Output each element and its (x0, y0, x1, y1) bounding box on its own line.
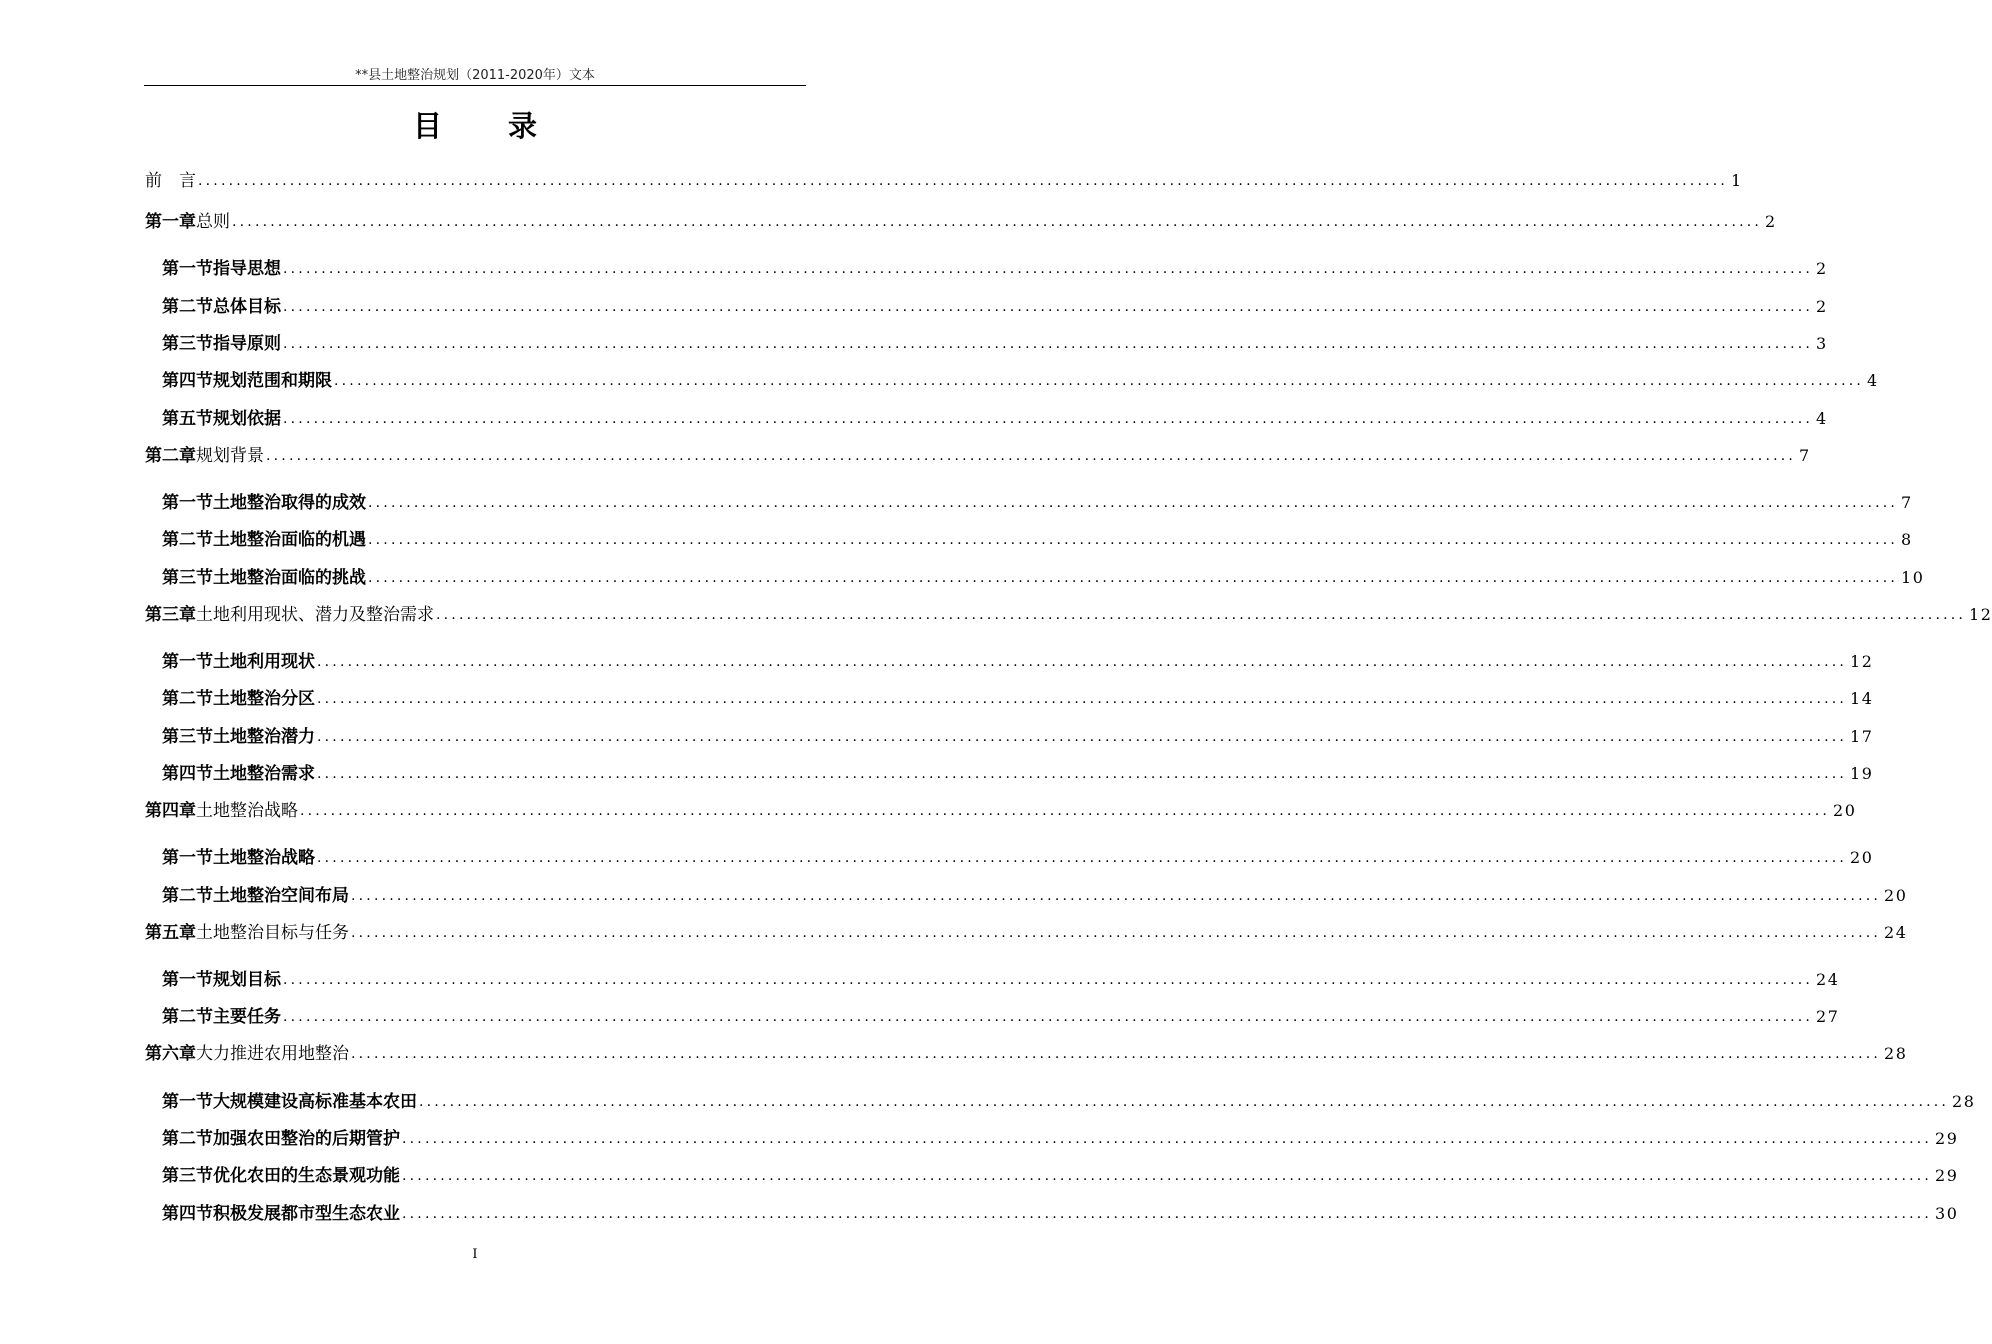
toc-section-entry[interactable] (162, 563, 1925, 589)
toc-page-number: 7 (1901, 493, 1913, 512)
toc-entry-title: 规划目标 (213, 970, 281, 990)
toc-page-number: 29 (1935, 1129, 1959, 1148)
toc-entry-title: 规划背景 (196, 446, 264, 466)
toc-page-number: 20 (1850, 848, 1874, 867)
toc-dot-leader: ........................................................................................................................................................................................................ (368, 532, 1899, 548)
toc-page-number: 12 (1850, 652, 1874, 671)
toc-entry-title: 大力推进农用地整治 (196, 1044, 349, 1064)
toc-dot-leader: ........................................................................................................................................................................................................ (283, 261, 1814, 277)
page-title: 目 录 (412, 109, 566, 143)
toc-entry-number: 第一节 (162, 848, 213, 868)
toc-entry-title: 规划依据 (213, 409, 281, 429)
toc-entry-title: 指导思想 (213, 259, 281, 279)
toc-page-number: 29 (1935, 1166, 1959, 1185)
toc-section-entry[interactable] (162, 404, 1828, 430)
toc-page-number: 14 (1850, 689, 1874, 708)
toc-entry-number: 第五章 (145, 923, 196, 943)
toc-entry-title: 土地整治潜力 (213, 727, 315, 747)
toc-entry-number: 第一节 (162, 259, 213, 279)
toc-chapter-entry[interactable] (145, 1039, 1908, 1065)
toc-dot-leader: ........................................................................................................................................................................................................ (317, 850, 1848, 866)
toc-section-entry[interactable] (162, 366, 1879, 392)
toc-entry-title: 土地整治战略 (196, 801, 298, 821)
toc-entry-number: 第三节 (162, 727, 213, 747)
toc-entry-number: 第二节 (162, 1129, 213, 1149)
toc-page-number: 12 (1969, 605, 1992, 624)
toc-dot-leader: ........................................................................................................................................................................................................ (198, 173, 1729, 189)
toc-entry-number: 第三节 (162, 568, 213, 588)
toc-entry-number: 第一节 (162, 1092, 213, 1112)
toc-page-number: 2 (1765, 212, 1777, 231)
toc-entry-title: 大规模建设高标准基本农田 (213, 1092, 417, 1112)
toc-page-number: 10 (1901, 568, 1925, 587)
toc-section-entry[interactable] (162, 722, 1874, 748)
toc-section-entry[interactable] (162, 1124, 1959, 1150)
toc-section-entry[interactable] (162, 881, 1908, 907)
toc-dot-leader: ........................................................................................................................................................................................................ (283, 336, 1814, 352)
toc-dot-leader: ........................................................................................................................................................................................................ (317, 729, 1848, 745)
toc-section-entry[interactable] (162, 488, 1913, 514)
toc-entry-number: 第二章 (145, 446, 196, 466)
toc-dot-leader: ........................................................................................................................................................................................................ (351, 1046, 1882, 1062)
toc-dot-leader: ........................................................................................................................................................................................................ (266, 448, 1797, 464)
toc-dot-leader: ........................................................................................................................................................................................................ (334, 373, 1865, 389)
toc-section-entry[interactable] (162, 647, 1874, 673)
toc-entry-number: 前 言 (145, 171, 196, 191)
toc-entry-number: 第二节 (162, 530, 213, 550)
toc-entry-title: 土地整治取得的成效 (213, 493, 366, 513)
toc-page-number: 28 (1952, 1092, 1976, 1111)
toc-section-entry[interactable] (162, 759, 1874, 785)
toc-page-number: 2 (1816, 297, 1828, 316)
toc-entry-number: 第四章 (145, 801, 196, 821)
toc-dot-leader: ........................................................................................................................................................................................................ (300, 803, 1831, 819)
toc-entry-number: 第二节 (162, 689, 213, 709)
toc-entry-title: 土地整治需求 (213, 764, 315, 784)
toc-dot-leader: ........................................................................................................................................................................................................ (283, 411, 1814, 427)
toc-dot-leader: ........................................................................................................................................................................................................ (402, 1168, 1933, 1184)
toc-entry-number: 第四节 (162, 1204, 213, 1224)
toc-page-number: 1 (1731, 171, 1743, 190)
toc-entry-number: 第一章 (145, 212, 196, 232)
toc-dot-leader: ........................................................................................................................................................................................................ (351, 888, 1882, 904)
running-header: **县土地整治规划（2011-2020年）文本 (355, 68, 595, 83)
toc-entry-number: 第二节 (162, 1007, 213, 1027)
toc-dot-leader: ........................................................................................................................................................................................................ (317, 691, 1848, 707)
toc-entry-number: 第二节 (162, 886, 213, 906)
toc-section-entry[interactable] (162, 1087, 1976, 1113)
toc-page-number: 20 (1884, 886, 1908, 905)
toc-page-number: 30 (1935, 1204, 1959, 1223)
toc-section-entry[interactable] (162, 1161, 1959, 1187)
toc-dot-leader: ........................................................................................................................................................................................................ (368, 495, 1899, 511)
toc-entry-title: 加强农田整治的后期管护 (213, 1129, 400, 1149)
toc-section-entry[interactable] (162, 525, 1913, 551)
toc-entry-title: 土地整治面临的机遇 (213, 530, 366, 550)
toc-dot-leader: ........................................................................................................................................................................................................ (283, 1009, 1814, 1025)
toc-entry-number: 第五节 (162, 409, 213, 429)
toc-page-number: 8 (1901, 530, 1913, 549)
toc-entry-number: 第三章 (145, 605, 196, 625)
toc-entry-title: 土地利用现状、潜力及整治需求 (196, 605, 434, 625)
toc-entry-title: 土地整治空间布局 (213, 886, 349, 906)
toc-entry-title: 总则 (196, 212, 230, 232)
toc-chapter-entry[interactable] (145, 796, 1857, 822)
toc-entry-number: 第四节 (162, 764, 213, 784)
toc-entry-title: 土地利用现状 (213, 652, 315, 672)
toc-section-entry[interactable] (162, 254, 1828, 280)
toc-entry-number: 第六章 (145, 1044, 196, 1064)
toc-section-entry[interactable] (162, 684, 1874, 710)
toc-entry-title: 主要任务 (213, 1007, 281, 1027)
toc-entry-title: 规划范围和期限 (213, 371, 332, 391)
toc-page-number: 4 (1816, 409, 1828, 428)
toc-entry-number: 第一节 (162, 970, 213, 990)
toc-entry-number: 第三节 (162, 1166, 213, 1186)
toc-page-number: 19 (1850, 764, 1874, 783)
toc-dot-leader: ........................................................................................................................................................................................................ (283, 299, 1814, 315)
toc-chapter-entry[interactable] (145, 166, 1743, 192)
toc-chapter-entry[interactable] (145, 600, 1992, 626)
header-rule (144, 85, 806, 86)
toc-page-number: 20 (1833, 801, 1857, 820)
toc-section-entry[interactable] (162, 965, 1840, 991)
toc-entry-title: 土地整治分区 (213, 689, 315, 709)
toc-dot-leader: ........................................................................................................................................................................................................ (419, 1094, 1950, 1110)
toc-entry-number: 第三节 (162, 334, 213, 354)
toc-section-entry[interactable] (162, 843, 1874, 869)
toc-entry-title: 总体目标 (213, 297, 281, 317)
toc-page-number: 17 (1850, 727, 1874, 746)
toc-entry-title: 积极发展都市型生态农业 (213, 1204, 400, 1224)
toc-chapter-entry[interactable] (145, 918, 1908, 944)
toc-entry-number: 第一节 (162, 493, 213, 513)
toc-section-entry[interactable] (162, 329, 1828, 355)
toc-entry-title: 土地整治战略 (213, 848, 315, 868)
toc-section-entry[interactable] (162, 1199, 1959, 1225)
toc-dot-leader: ........................................................................................................................................................................................................ (283, 972, 1814, 988)
toc-dot-leader: ........................................................................................................................................................................................................ (232, 214, 1763, 230)
toc-dot-leader: ........................................................................................................................................................................................................ (317, 766, 1848, 782)
toc-chapter-entry[interactable] (145, 207, 1777, 233)
toc-dot-leader: ........................................................................................................................................................................................................ (368, 570, 1899, 586)
toc-page-number: 28 (1884, 1044, 1908, 1063)
toc-page-number: 4 (1867, 371, 1879, 390)
toc-section-entry[interactable] (162, 1002, 1840, 1028)
toc-entry-title: 优化农田的生态景观功能 (213, 1166, 400, 1186)
page-number: I (472, 1247, 478, 1262)
toc-page-number: 24 (1884, 923, 1908, 942)
toc-page-number: 24 (1816, 970, 1840, 989)
toc-dot-leader: ........................................................................................................................................................................................................ (351, 925, 1882, 941)
toc-dot-leader: ........................................................................................................................................................................................................ (402, 1131, 1933, 1147)
toc-entry-title: 指导原则 (213, 334, 281, 354)
toc-entry-title: 土地整治目标与任务 (196, 923, 349, 943)
toc-entry-number: 第四节 (162, 371, 213, 391)
toc-page-number: 3 (1816, 334, 1828, 353)
toc-page-number: 27 (1816, 1007, 1840, 1026)
toc-page-number: 2 (1816, 259, 1828, 278)
toc-dot-leader: ........................................................................................................................................................................................................ (436, 607, 1967, 623)
toc-chapter-entry[interactable] (145, 441, 1811, 467)
toc-section-entry[interactable] (162, 292, 1828, 318)
toc-entry-title: 土地整治面临的挑战 (213, 568, 366, 588)
toc-entry-number: 第一节 (162, 652, 213, 672)
toc-entry-number: 第二节 (162, 297, 213, 317)
toc-page-number: 7 (1799, 446, 1811, 465)
toc-dot-leader: ........................................................................................................................................................................................................ (402, 1206, 1933, 1222)
toc-dot-leader: ........................................................................................................................................................................................................ (317, 654, 1848, 670)
